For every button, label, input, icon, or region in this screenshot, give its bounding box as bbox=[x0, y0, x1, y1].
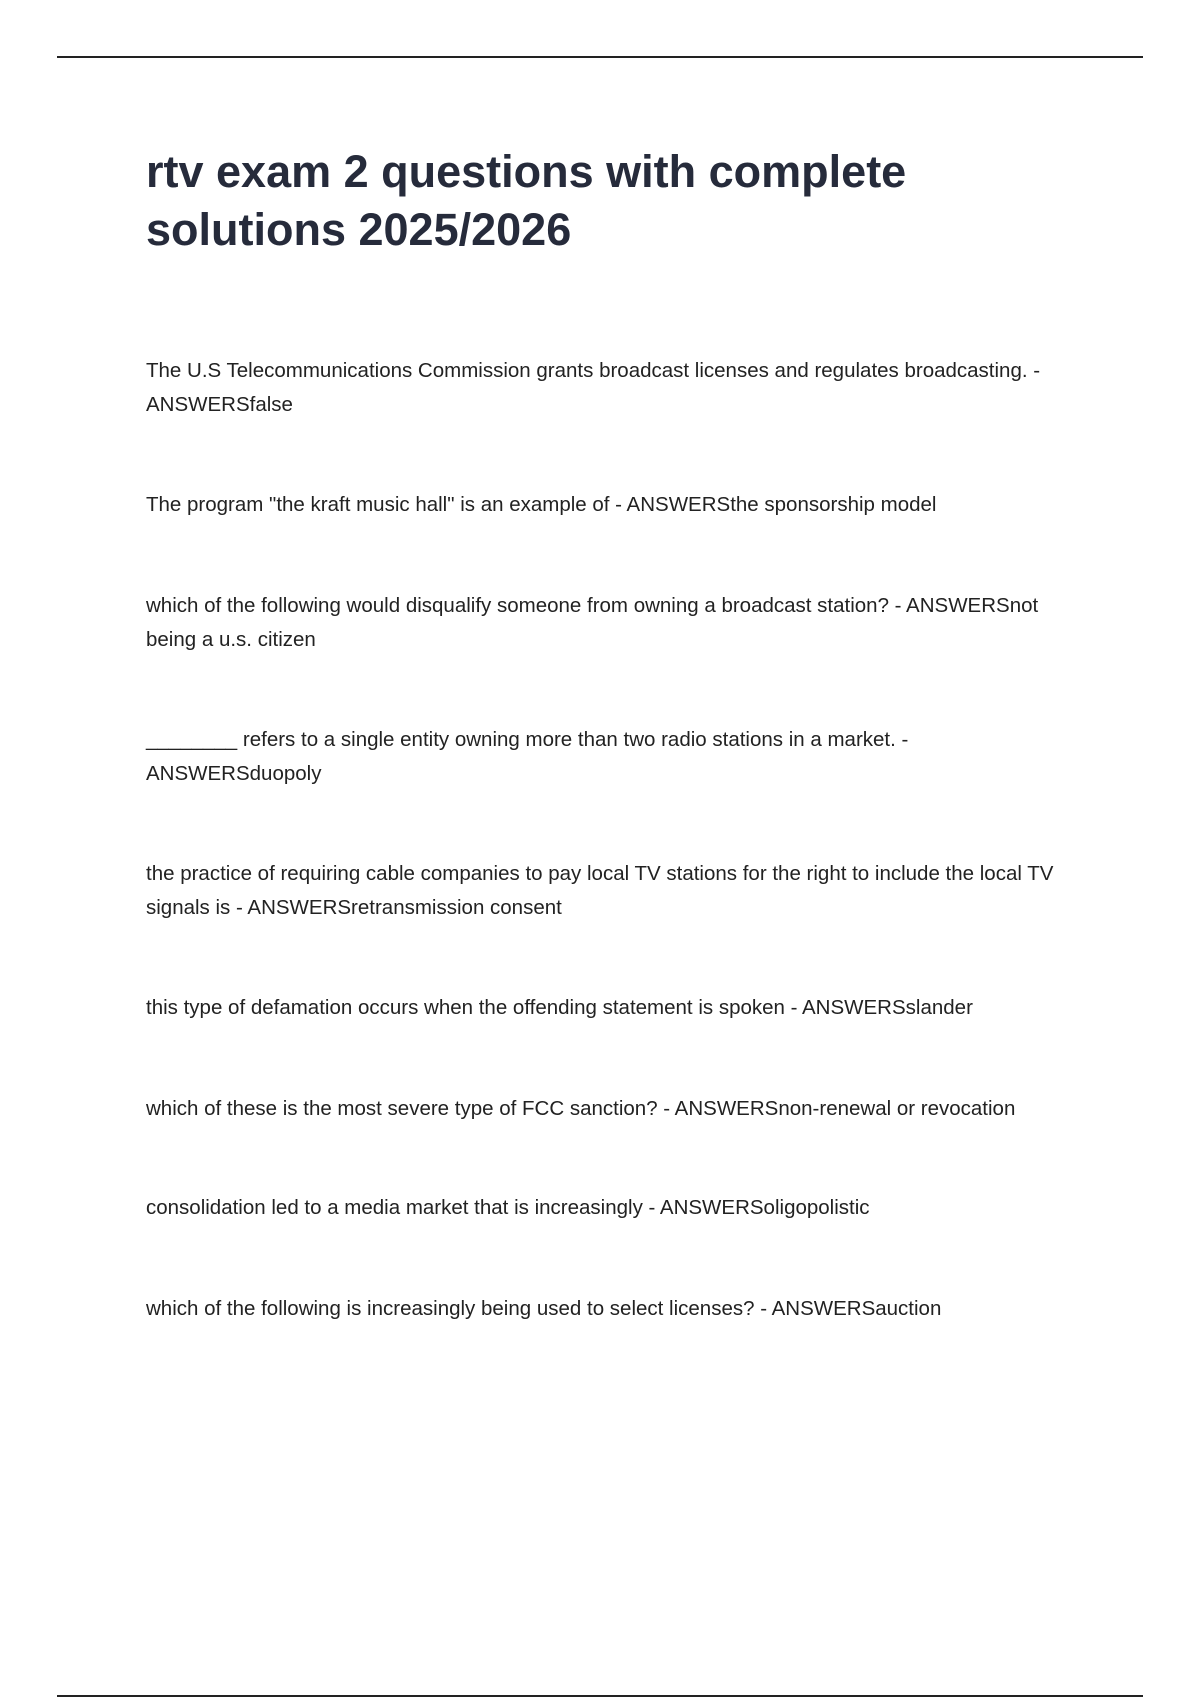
bottom-divider bbox=[57, 1695, 1143, 1697]
qa-item: which of the following would disqualify someone from owning a broadcast station? - ANSWERSnot being a u.s. citizen bbox=[146, 594, 1039, 651]
qa-item: which of these is the most severe type of FCC sanction? - ANSWERSnon-renewal or revocation bbox=[146, 1097, 1016, 1120]
qa-item: consolidation led to a media market that is increasingly - ANSWERSoligopolistic bbox=[146, 1196, 870, 1219]
qa-item: The program "the kraft music hall" is an example of - ANSWERSthe sponsorship model bbox=[146, 493, 937, 516]
qa-item: the practice of requiring cable companies to pay local TV stations for the right to include the local TV signals is - ANSWERSretransmission consent bbox=[146, 862, 1054, 919]
top-divider bbox=[57, 56, 1143, 58]
qa-item: which of the following is increasingly being used to select licenses? - ANSWERSauction bbox=[146, 1297, 942, 1320]
qa-item: ________ refers to a single entity owning more than two radio stations in a market. - ANSWERSduopoly bbox=[146, 728, 909, 785]
qa-item: this type of defamation occurs when the offending statement is spoken - ANSWERSslander bbox=[146, 996, 973, 1019]
qa-item: The U.S Telecommunications Commission grants broadcast licenses and regulates broadcasting. - ANSWERSfalse bbox=[146, 359, 1041, 416]
document-title: rtv exam 2 questions with complete solutions 2025/2026 bbox=[146, 146, 907, 255]
